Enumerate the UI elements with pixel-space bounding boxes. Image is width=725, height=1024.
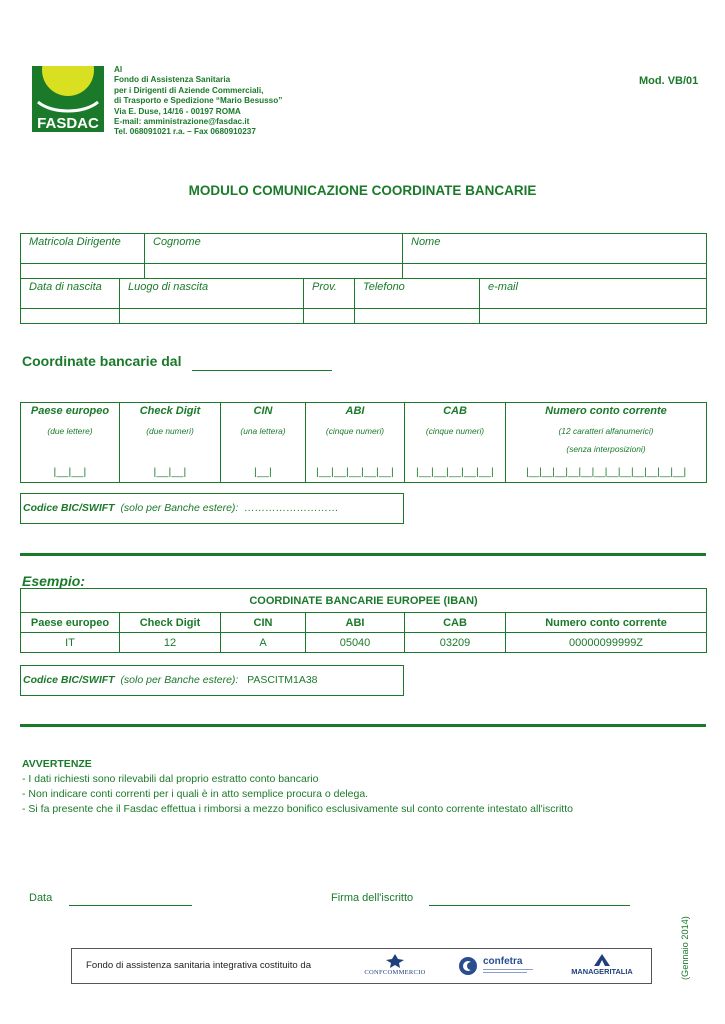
data-nascita-label: Data di nascita xyxy=(21,279,120,309)
luogo-nascita-label: Luogo di nascita xyxy=(120,279,304,309)
conto-boxes: |__|__|__|__|__|__|__|__|__|__|__|__| xyxy=(526,467,686,478)
nome-label: Nome xyxy=(403,234,707,264)
divider xyxy=(20,724,706,727)
matricola-label: Matricola Dirigente xyxy=(21,234,145,264)
data-nascita-field[interactable] xyxy=(21,309,120,324)
swift-label-2: Codice BIC/SWIFT xyxy=(23,674,115,686)
confcommercio-text: CONFCOMMERCIO xyxy=(364,969,426,976)
check-digit-header: Check Digit xyxy=(139,405,201,417)
edition-date: (Gennaio 2014) xyxy=(680,916,690,980)
coordinate-title: Coordinate bancarie dal xyxy=(22,353,182,369)
warning-item: - I dati richiesti sono rilevabili dal proprio estratto conto bancario xyxy=(22,773,319,785)
address-line: Fondo di Assistenza Sanitaria xyxy=(114,75,231,85)
example-header-conto: Numero conto corrente xyxy=(506,613,707,633)
example-value-cin: A xyxy=(221,633,306,653)
swift-note-2: (solo per Banche estere): xyxy=(120,674,239,686)
address-line: di Trasporto e Spedizione “Mario Besusso” xyxy=(114,96,283,106)
luogo-nascita-field[interactable] xyxy=(120,309,304,324)
coordinate-date-field[interactable] xyxy=(192,370,332,371)
swift-label-1: Codice BIC/SWIFT xyxy=(23,502,115,514)
address-line: per i Dirigenti di Aziende Commerciali, xyxy=(114,85,264,95)
cab-sub: (cinque numeri) xyxy=(425,426,485,436)
warnings-title: AVVERTENZE xyxy=(22,758,92,770)
example-value-paese: IT xyxy=(21,633,120,653)
cab-header: CAB xyxy=(443,405,467,417)
swift-value-2: PASCITM1A38 xyxy=(247,674,318,686)
cognome-field[interactable] xyxy=(145,264,403,279)
conto-sub xyxy=(506,422,706,458)
swift-field-2 xyxy=(20,665,404,696)
paese-sub: (due lettere) xyxy=(47,426,93,436)
example-header-check: Check Digit xyxy=(120,613,221,633)
check-digit-sub: (due numeri) xyxy=(146,426,194,436)
prov-field[interactable] xyxy=(304,309,355,324)
birth-contact-table xyxy=(20,278,707,324)
address-line: E-mail: amministrazione@fasdac.it xyxy=(114,117,250,127)
conto-sub-line1: (12 caratteri alfanumerici) xyxy=(558,426,654,436)
swift-note-1: (solo per Banche estere): xyxy=(120,502,239,514)
check-digit-cell[interactable] xyxy=(120,403,221,483)
example-header-paese: Paese europeo xyxy=(21,613,120,633)
fasdac-logo xyxy=(32,66,104,132)
example-header-abi: ABI xyxy=(306,613,405,633)
example-table-title: COORDINATE BANCARIE EUROPEE (IBAN) xyxy=(21,589,707,613)
logo-text: FASDAC xyxy=(37,115,99,132)
telefono-field[interactable] xyxy=(355,309,480,324)
abi-boxes: |__|__|__|__|__| xyxy=(316,466,394,478)
recipient-address xyxy=(114,65,282,138)
example-value-cab: 03209 xyxy=(405,633,506,653)
prov-label: Prov. xyxy=(304,279,355,309)
abi-sub: (cinque numeri) xyxy=(325,426,385,436)
footer-text: Fondo di assistenza sanitaria integrativa costituito da xyxy=(86,960,312,971)
footer-box xyxy=(71,948,652,984)
personal-data-table xyxy=(20,233,707,279)
manageritalia-logo xyxy=(566,953,638,976)
example-header-cab: CAB xyxy=(405,613,506,633)
telefono-label: Telefono xyxy=(355,279,480,309)
cin-cell[interactable] xyxy=(221,403,306,483)
check-digit-boxes: |__|__| xyxy=(153,466,187,478)
signature-field[interactable] xyxy=(429,905,630,906)
warnings xyxy=(22,757,573,817)
email-field[interactable] xyxy=(480,309,707,324)
warning-item: - Si fa presente che il Fasdac effettua i rimborsi a mezzo bonifico esclusivamente sul conto corrente intestato all'iscritto xyxy=(22,803,573,815)
example-header-cin: CIN xyxy=(221,613,306,633)
abi-cell[interactable] xyxy=(306,403,405,483)
confcommercio-logo xyxy=(360,953,430,976)
cin-header: CIN xyxy=(253,405,273,417)
conto-header: Numero conto corrente xyxy=(545,405,667,417)
manageritalia-text: MANAGERITALIA xyxy=(571,967,633,976)
example-value-conto: 00000099999Z xyxy=(506,633,707,653)
date-label: Data xyxy=(29,892,53,904)
swift-field-1[interactable] xyxy=(20,493,404,524)
bank-coordinates-table xyxy=(20,402,707,483)
cab-boxes: |__|__|__|__|__| xyxy=(416,466,494,478)
matricola-field[interactable] xyxy=(21,264,145,279)
example-value-check: 12 xyxy=(120,633,221,653)
form-code: Mod. VB/01 xyxy=(639,75,699,87)
nome-field[interactable] xyxy=(403,264,707,279)
paese-boxes: |__|__| xyxy=(53,466,87,478)
date-field[interactable] xyxy=(69,905,192,906)
cin-sub: (una lettera) xyxy=(240,426,286,436)
example-table xyxy=(20,588,707,653)
paese-cell[interactable] xyxy=(21,403,120,483)
confetra-text: confetra xyxy=(483,956,523,967)
paese-header: Paese europeo xyxy=(30,405,110,417)
signature-label: Firma dell'iscritto xyxy=(331,892,414,904)
page-title: MODULO COMUNICAZIONE COORDINATE BANCARIE xyxy=(188,183,537,198)
address-line: Via E. Duse, 14/16 - 00197 ROMA xyxy=(114,106,241,116)
email-label: e-mail xyxy=(480,279,707,309)
swift-value-1: ……………………… xyxy=(244,502,339,514)
address-line: Tel. 068091021 r.a. – Fax 0680910237 xyxy=(114,127,256,137)
cognome-label: Cognome xyxy=(145,234,403,264)
abi-header: ABI xyxy=(345,405,365,417)
divider xyxy=(20,553,706,556)
example-value-abi: 05040 xyxy=(306,633,405,653)
conto-sub-line2: (senza interposizioni) xyxy=(566,444,646,454)
address-line: Al xyxy=(114,65,123,74)
example-heading: Esempio: xyxy=(22,573,86,589)
warning-item: - Non indicare conti correnti per i quali è in atto semplice procura o delega. xyxy=(22,788,369,800)
conto-cell[interactable] xyxy=(506,403,707,483)
cab-cell[interactable] xyxy=(405,403,506,483)
cin-boxes: |__| xyxy=(254,466,272,478)
